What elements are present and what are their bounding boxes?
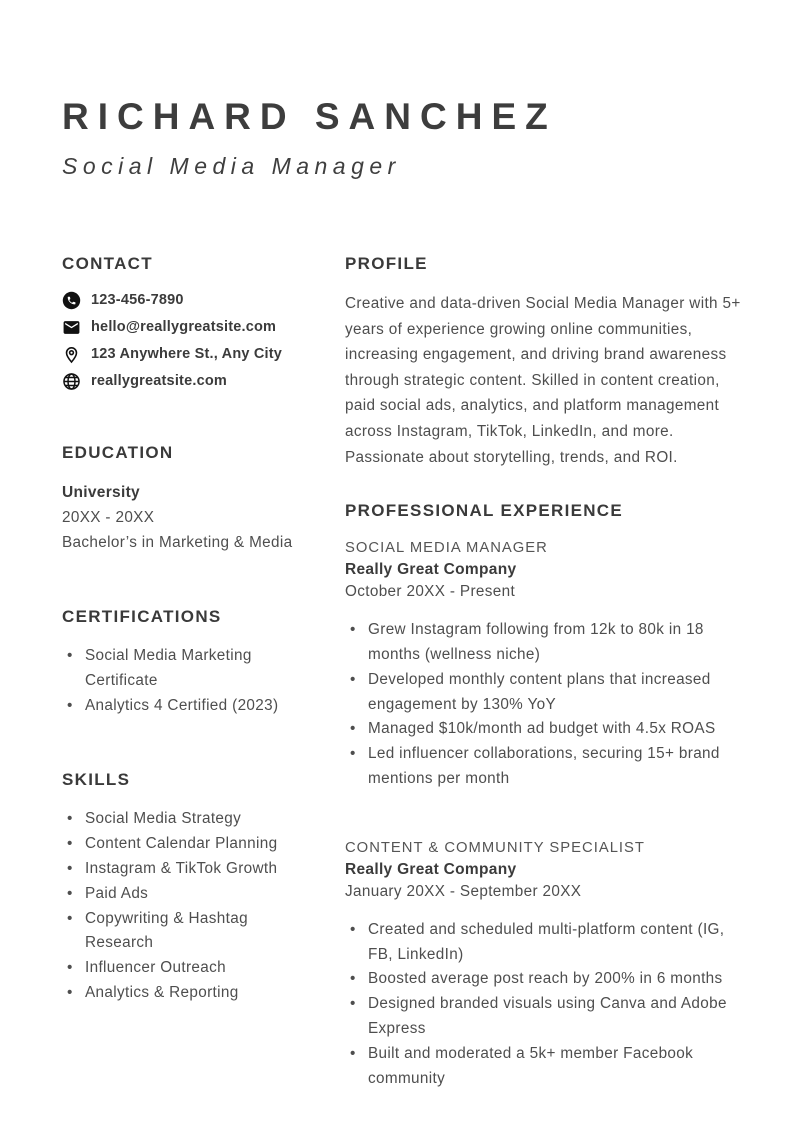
job-bullet: • Designed branded visuals using Canva and Adobe Express xyxy=(345,992,746,1042)
job-role: CONTENT & COMMUNITY SPECIALIST xyxy=(345,839,645,856)
job-bullet-list xyxy=(345,618,746,792)
job-company: Really Great Company xyxy=(345,860,517,878)
job-bullet: • Managed $10k/month ad budget with 4.5x ROAS xyxy=(345,717,746,742)
person-name: RICHARD SANCHEZ xyxy=(62,96,557,137)
skill-item: • Paid Ads xyxy=(62,882,314,907)
skills-heading: SKILLS xyxy=(62,770,131,790)
job-bullet: • Led influencer collaborations, securing 15+ brand mentions per month xyxy=(345,742,746,792)
education-dates: 20XX - 20XX xyxy=(62,509,155,526)
job-entry xyxy=(345,538,746,792)
contact-item-email xyxy=(62,318,314,337)
job-dates: January 20XX - September 20XX xyxy=(345,882,582,900)
contact-item-address xyxy=(62,345,314,364)
skill-item: • Analytics & Reporting xyxy=(62,981,314,1006)
left-column xyxy=(62,254,314,1091)
experience-section xyxy=(345,501,746,1091)
job-bullet: • Developed monthly content plans that increased engagement by 130% YoY xyxy=(345,668,746,718)
skill-item: • Copywriting & Hashtag Research xyxy=(62,907,314,957)
phone-icon xyxy=(62,291,81,310)
contact-address-text: 123 Anywhere St., Any City xyxy=(91,346,283,362)
profile-heading: PROFILE xyxy=(345,254,428,273)
right-column xyxy=(345,254,746,1091)
job-company: Really Great Company xyxy=(345,561,517,579)
certification-item: • Analytics 4 Certified (2023) xyxy=(62,694,314,719)
education-heading: EDUCATION xyxy=(62,443,174,462)
location-icon xyxy=(62,345,81,364)
person-job-title: Social Media Manager xyxy=(62,153,401,179)
globe-icon xyxy=(62,372,81,391)
skill-item: • Influencer Outreach xyxy=(62,956,314,981)
contact-website-text: reallygreatsite.com xyxy=(91,373,227,389)
contact-item-website xyxy=(62,372,314,391)
education-degree: Bachelor’s in Marketing & Media xyxy=(62,534,293,551)
contact-phone-text: 123-456-7890 xyxy=(91,292,184,308)
skill-item: • Content Calendar Planning xyxy=(62,832,314,857)
job-dates: October 20XX - Present xyxy=(345,583,516,601)
job-role: SOCIAL MEDIA MANAGER xyxy=(345,540,548,557)
certifications-section xyxy=(62,607,314,718)
skills-list xyxy=(62,807,314,1005)
certifications-list xyxy=(62,644,314,718)
skill-item: • Social Media Strategy xyxy=(62,807,314,832)
job-entry xyxy=(345,838,746,1092)
education-school: University xyxy=(62,484,140,501)
job-bullet: • Built and moderated a 5k+ member Facebook community xyxy=(345,1042,746,1092)
experience-heading: PROFESSIONAL EXPERIENCE xyxy=(345,501,624,521)
job-bullet: • Boosted average post reach by 200% in 6 months xyxy=(345,967,746,992)
resume-columns xyxy=(62,254,746,1091)
profile-section xyxy=(345,254,746,470)
certifications-heading: CERTIFICATIONS xyxy=(62,607,222,626)
contact-section xyxy=(62,254,314,391)
skill-item: • Instagram & TikTok Growth xyxy=(62,857,314,882)
education-section xyxy=(62,443,314,555)
profile-text: Creative and data-driven Social Media Manager with 5+ years of experience growing online communities, increasing engagement, and driving brand awareness through strategic content. Skilled in content creation, paid social ads, analytics, and platform management across Instagram, TikTok, LinkedIn, and more. Passionate about storytelling, trends, and ROI. xyxy=(345,295,741,466)
contact-email-text: hello@reallygreatsite.com xyxy=(91,319,277,335)
certification-item: • Social Media Marketing Certificate xyxy=(62,644,314,694)
resume-header xyxy=(62,96,746,180)
email-icon xyxy=(62,318,81,337)
skills-section xyxy=(62,770,314,1005)
contact-heading: CONTACT xyxy=(62,254,153,273)
contact-item-phone xyxy=(62,291,314,310)
job-bullet: • Grew Instagram following from 12k to 80k in 18 months (wellness niche) xyxy=(345,618,746,668)
job-bullet-list xyxy=(345,918,746,1092)
job-bullet: • Created and scheduled multi-platform content (IG, FB, LinkedIn) xyxy=(345,918,746,968)
